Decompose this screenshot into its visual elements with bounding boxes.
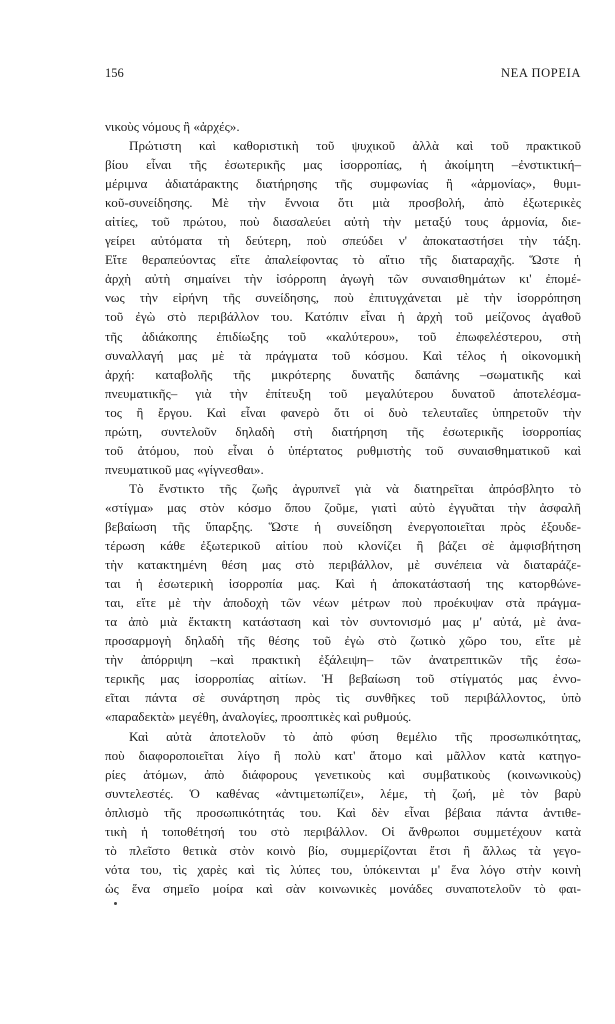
text-line: ται, εἴτε μὲ τὴν ἀποδοχὴ τῶν νέων μέτρων ποὺ προέκυψαν στὰ πράγμα-	[105, 595, 581, 611]
text-line: βίου εἶναι τῆς ἐσωτερικῆς μας ἰσορροπίας, ἡ ἀκοίμητη –ἐνστικτική–	[105, 157, 581, 173]
text-line: τικὴ ἡ τοποθέτησή του στὸ περιβάλλον. Οἱ ἄνθρωποι συμμετέχουν κατὰ	[105, 823, 581, 839]
text-line: αἰτίες, τοῦ πρώτου, ποὺ διασαλεύει αὐτὴ τὴν μεταξύ τους ἁρμονία, διε-	[105, 214, 581, 230]
text-line: τὴν κατακτημένη θέση μας στὸ περιβάλλον, μὲ συνέπεια νὰ διαταράζε-	[105, 557, 581, 573]
text-line: μέριμνα ἀδιατάρακτης διατήρησης τῆς συμφωνίας ἢ «ἁρμονίας», θυμι-	[105, 176, 581, 192]
text-line: συναλλαγή μας μὲ τὰ πράγματα τοῦ κόσμου. Καὶ τέλος ἡ οἰκονομικὴ	[105, 347, 581, 363]
text-line: Εἴτε θεραπεύοντας εἴτε ἀπαλείφοντας τὸ αἴτιο τῆς διαταραχῆς. Ὥστε ἡ	[105, 252, 581, 268]
text-line: νως τὴν εἰρήνη τῆς συνείδησης, ποὺ ἐπιτυγχάνεται μὲ τὴν ἰσορρόπηση	[105, 290, 581, 306]
text-line: τέρωση κάθε ἐξωτερικοῦ αἰτίου ποὺ κλονίζει ἢ βάζει σὲ ἀμφισβήτηση	[105, 538, 581, 554]
text-line: κοῦ-συνείδησης. Μὲ τὴν ἔννοια ὅτι μιὰ προσβολή, ἀπὸ ἐξωτερικὲς	[105, 195, 581, 211]
text-line: βεβαίωση τῆς ὕπαρξης. Ὥστε ἡ συνείδηση ἐνεργοποιεῖται πρὸς ἐξουδε-	[105, 518, 581, 534]
text-line: Καὶ αὐτὰ ἀποτελοῦν τὸ ἀπὸ φύση θεμέλιο τῆς προσωπικότητας,	[129, 728, 581, 744]
text-line: ποὺ διαφοροποιεῖται λίγο ἢ πολὺ κατ' ἄτομο καὶ μᾶλλον κατὰ κατηγο-	[105, 747, 581, 763]
text-line: τοῦ ἀτόμου, ποὺ εἶναι ὁ ὑπέρτατος ρυθμιστὴς τοῦ συναισθηματικοῦ καὶ	[105, 442, 581, 458]
text-line: νικοὺς νόμους ἢ «ἀρχές».	[105, 119, 240, 134]
text-line: τὴν ἀπόρριψη –καὶ πρακτικὴ ἐξάλειψη– τῶν ἀνατρεπτικῶν τῆς ἐσω-	[105, 652, 581, 668]
text-line: τος ἢ ἔργου. Καὶ εἶναι φανερὸ ὅτι οἱ δυὸ τελευταῖες ὑπηρετοῦν τὴν	[105, 404, 581, 420]
text-line: Πρώτιστη καὶ καθοριστικὴ τοῦ ψυχικοῦ ἀλλὰ καὶ τοῦ πρακτικοῦ	[129, 138, 581, 154]
text-line: ἀρχή: καταβολῆς τῆς μικρότερης δυνατῆς δαπάνης –σωματικῆς καὶ	[105, 366, 581, 382]
text-line: ἀρχὴ αὐτὴ σημαίνει τὴν ἰσόρροπη ἀγωγὴ τῶν συναισθημάτων κι' ἐπομέ-	[105, 271, 581, 287]
body-text	[105, 117, 581, 898]
text-line: τοῦ ἐγὼ στὸ περιβάλλον του. Κατόπιν εἶναι ἡ ἀρχὴ τοῦ μείζονος ἀγαθοῦ	[105, 309, 581, 325]
text-line: «παραδεκτὰ» μεγέθη, ἀναλογίες, προοπτικὲς καὶ ρυθμούς.	[105, 709, 412, 725]
text-line: συντελεστές. Ὁ καθένας «ἀντιμετωπίζει», λέμε, τὴ ζωή, μὲ τὸν βαρὺ	[105, 785, 581, 801]
text-line: εῖται πάντα σὲ συνάρτηση πρὸς τὶς συνθῆκες τοῦ περιβάλλοντος, ὑπὸ	[105, 690, 581, 706]
text-line: ται ἡ ἐσωτερικὴ ἰσορροπία μας. Καὶ ἡ ἀποκατάστασή της κατορθώνε-	[105, 576, 581, 592]
text-line: «στίγμα» μας στὸν κόσμο ὅπου ζοῦμε, γιατὶ αὐτὸ ἐγγυᾶται τὴν ἀσφαλῆ	[105, 499, 581, 515]
text-line: πνευματικῆς– γιὰ τὴν ἐπίτευξη τοῦ μεγαλύτερου δυνατοῦ ἀποτελέσμα-	[105, 385, 581, 401]
text-line: Τὸ ἔνστικτο τῆς ζωῆς ἀγρυπνεῖ γιὰ νὰ διατηρεῖται ἀπρόσβλητο τὸ	[129, 480, 581, 496]
text-line: τα ἀπὸ μιὰ ἔκτακτη κατάσταση καὶ τὸν συντονισμό μας μ' αὐτά, μὲ ἀνα-	[105, 614, 581, 630]
text-line: τῆς ἀδιάκοπης ἐπιδίωξης τοῦ «καλύτερου», τοῦ ἐπωφελέστερου, στὴ	[105, 328, 581, 344]
text-line: τὸ πλεῖστο θετικὰ στὸν κοινὸ βίο, συμμερίζονται ἔτσι ἢ ἄλλως τὰ γεγο-	[105, 842, 581, 858]
text-line: ρίες ἀτόμων, ἀπὸ διάφορους γενετικοὺς καὶ συμβατικοὺς (κοινωνικοὺς)	[105, 766, 581, 782]
text-line: νότα του, τὶς χαρὲς καὶ τὶς λύπες του, ὑπόκεινται μ' ἕνα λόγο στὴν κοινὴ	[105, 861, 581, 877]
text-line: ὁπλισμὸ τῆς προσωπικότητάς του. Καὶ δὲν εἶναι βέβαια πάντα ἀντιθε-	[105, 804, 581, 820]
text-line: πνευματικοῦ μας «γίγνεσθαι».	[105, 461, 264, 477]
page-number: 156	[105, 66, 124, 80]
text-line: γείρει αὐτόματα τὴ δεύτερη, ποὺ σπεύδει ν' ἀποκαταστήσει τὴν τάξη.	[105, 233, 581, 249]
ink-speck	[114, 902, 117, 905]
text-line: προσαρμογὴ δηλαδὴ τῆς θέσης τοῦ ἐγὼ στὸ ζωτικὸ χῶρο του, εἴτε μὲ	[105, 633, 581, 649]
running-title: ΝΕΑ ΠΟΡΕΙΑ	[501, 66, 581, 80]
page-header	[105, 66, 581, 84]
text-line: ὡς ἕνα σημεῖο μοίρα καὶ σὰν κοινωνικὲς μονάδες συναποτελοῦν τὸ φαι-	[105, 880, 581, 896]
text-line: τερικῆς μας ἰσορροπίας αἰτίων. Ἡ βεβαίωση τοῦ στίγματός μας ἐννο-	[105, 671, 581, 687]
text-line: πρώτη, συντελοῦν δηλαδὴ στὴ διατήρηση τῆς ἐσωτερικῆς ἰσορροπίας	[105, 423, 581, 439]
